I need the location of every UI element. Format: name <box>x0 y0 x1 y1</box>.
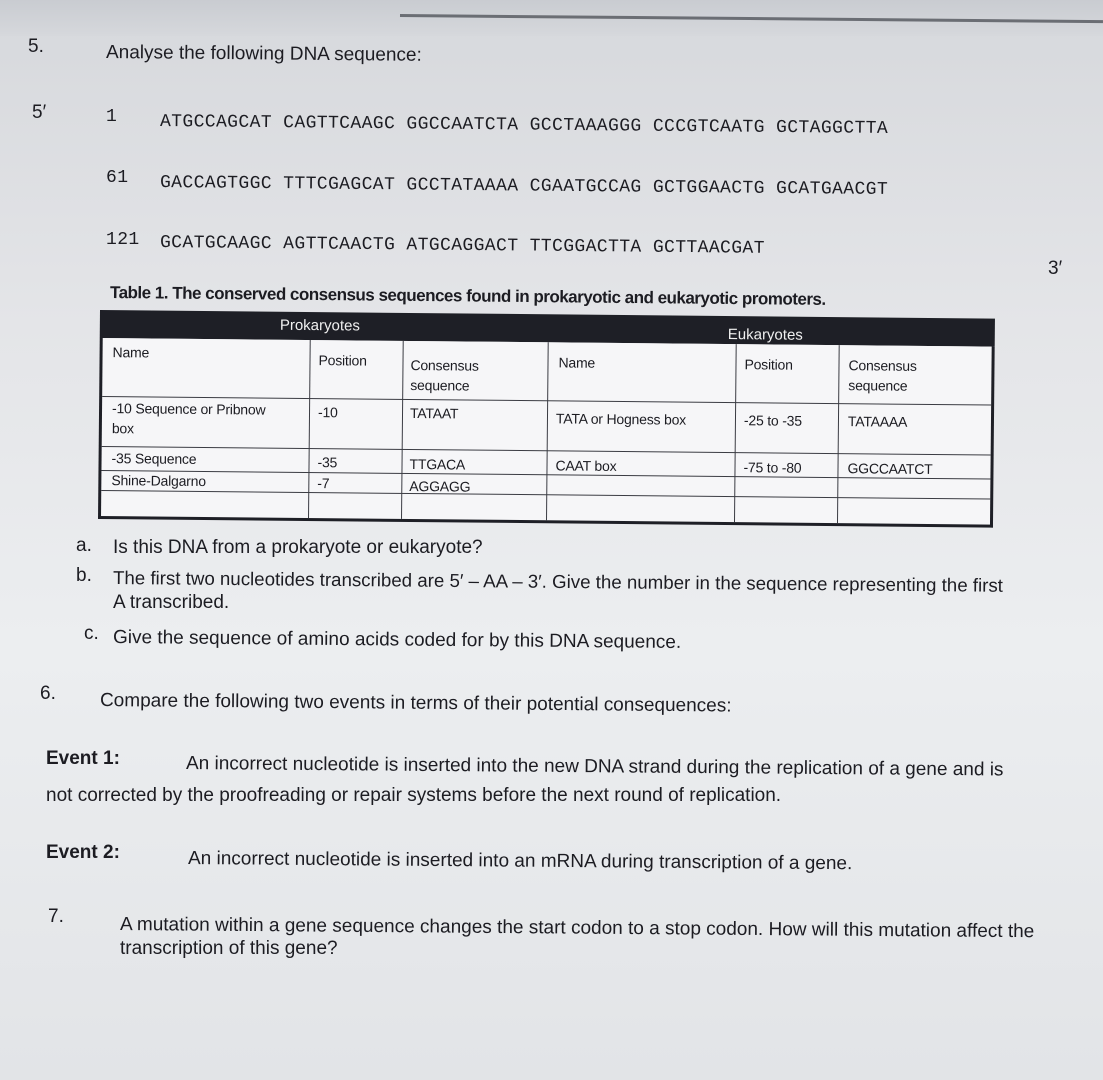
row2-euk-name: CAAT box <box>555 457 617 474</box>
table-caption <box>110 283 826 310</box>
row2-consensus: TTGACA <box>409 455 466 473</box>
col-header-euk-consensus: Consensus sequence <box>848 357 917 394</box>
q5a-text: Is this DNA from a prokaryote or eukaryote? <box>113 537 483 558</box>
event1-label: Event 1: <box>46 748 120 769</box>
q5a-label: a. <box>76 535 92 556</box>
seq-line-1-start: 1 <box>106 107 118 127</box>
q7-text: A mutation within a gene sequence changes the start codon to a stop codon. How will this mutation affect the <box>119 914 1035 943</box>
seq-line-2-start: 61 <box>106 168 129 188</box>
q5b-text-continued: A transcribed. <box>113 592 230 613</box>
col-header-euk-name: Name <box>558 354 596 371</box>
q7-number: 7. <box>48 906 64 927</box>
seq-line-1: ATGCCAGCAT CAGTTCAAGC GGCCAATCTA GCCTAAAGGG CCCGTCAATG GCTAGGCTTA <box>159 112 889 139</box>
q5c-text: Give the sequence of amino acids coded for by this DNA sequence. <box>112 627 682 653</box>
row1-euk-position: -25 to -35 <box>743 412 802 429</box>
q5b-label: b. <box>76 565 92 586</box>
col-header-position: Position <box>318 352 367 369</box>
event1-text-continued: not corrected by the proofreading or repair systems before the next round of replication. <box>46 785 782 806</box>
row3-consensus: AGGAGG <box>409 477 471 495</box>
event2-label: Event 2: <box>46 842 120 863</box>
seq-line-3: GCATGCAAGC AGTTCAACTG ATGCAGGACT TTCGGACTTA GCTTAACGAT <box>159 233 765 259</box>
q7-text-continued: transcription of this gene? <box>120 938 338 959</box>
table-caption-text: The conserved consensus sequences found in prokaryotic and eukaryotic promoters. <box>172 283 826 309</box>
col-header-name: Name <box>112 344 150 361</box>
row1-consensus: TATAAT <box>409 404 459 422</box>
seq-line-3-start: 121 <box>106 230 140 250</box>
row2-euk-consensus: GGCCAATCT <box>847 460 933 477</box>
col-header-consensus: Consensus sequence <box>410 356 479 394</box>
event1-text: An incorrect nucleotide is inserted into the new DNA strand during the replication of a gene and is <box>185 753 1004 781</box>
q6-number: 6. <box>40 683 56 704</box>
row2-euk-position: -75 to -80 <box>743 459 802 476</box>
col-header-euk-position: Position <box>744 356 793 373</box>
table-grid <box>98 338 995 528</box>
q5b-text: The first two nucleotides transcribed are 5′ – AA – 3′. Give the number in the sequence representing the first <box>112 567 1004 596</box>
row1-position: -10 <box>317 404 338 421</box>
row1-name: -10 Sequence or Pribnow box <box>111 400 266 437</box>
three-prime-label: 3′ <box>1048 258 1063 279</box>
row1-euk-name: TATA or Hogness box <box>555 410 687 428</box>
row2-name: -35 Sequence <box>111 450 197 467</box>
table-caption-label: Table 1. <box>109 283 169 303</box>
row2-position: -35 <box>317 454 338 471</box>
eukaryotes-header: Eukaryotes <box>727 326 803 344</box>
seq-line-2: GACCAGTGGC TTTCGAGCAT GCCTATAAAA CGAATGCCAG GCTGGAACTG GCATGAACGT <box>159 173 889 200</box>
event2-text: An incorrect nucleotide is inserted into an mRNA during transcription of a gene. <box>187 848 853 875</box>
prokaryotes-header: Prokaryotes <box>279 316 360 335</box>
q6-title: Compare the following two events in terms of their potential consequences: <box>99 690 732 717</box>
promoter-consensus-table <box>98 310 995 527</box>
five-prime-label: 5′ <box>32 102 47 123</box>
row1-euk-consensus: TATAAAA <box>847 413 908 430</box>
q5-title: Analyse the following DNA sequence: <box>105 42 422 66</box>
row3-position: -7 <box>317 475 330 492</box>
q5-number: 5. <box>28 36 44 57</box>
row3-name: Shine-Dalgarno <box>111 472 206 490</box>
q5c-label: c. <box>84 623 99 644</box>
